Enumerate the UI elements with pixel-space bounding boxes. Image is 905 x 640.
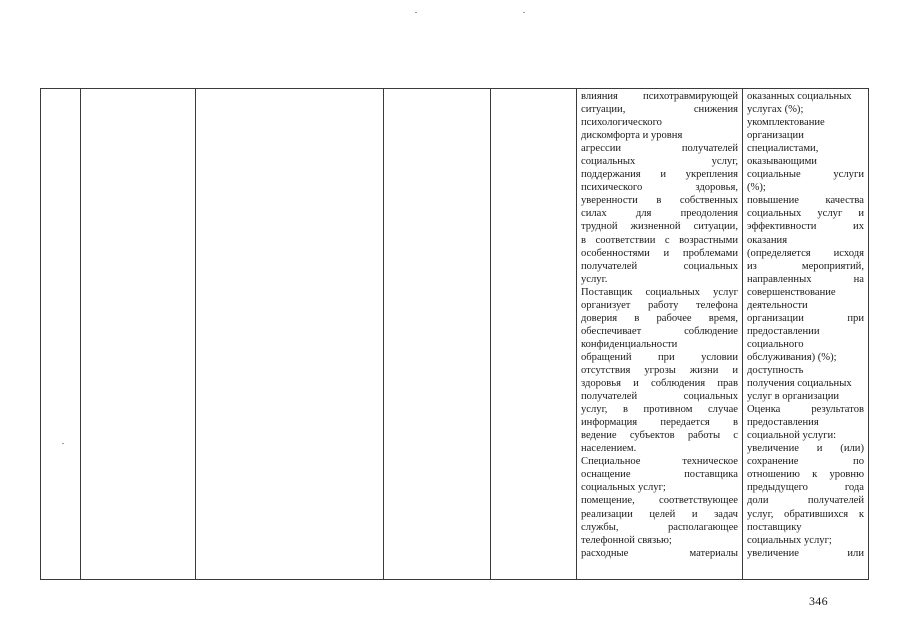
scan-speck [523, 12, 525, 13]
text-line: обслуживания) (%); [747, 351, 837, 363]
text-line: укомплектование [747, 117, 825, 129]
scan-speck [415, 12, 417, 13]
text-line: предоставления [747, 417, 819, 429]
text-line: услуг, обратившихся к [747, 508, 864, 520]
text-line: в соответствии с возрастными [581, 234, 738, 246]
text-line: реализации целей и задач [581, 508, 738, 520]
text-line: особенностями и проблемами [581, 247, 738, 259]
text-line: социальных услуг; [747, 534, 832, 546]
text-line: деятельности [747, 299, 808, 311]
text-line: организации [747, 130, 804, 142]
text-line: Поставщик социальных услуг [581, 286, 738, 298]
text-line: агрессии получателей [581, 143, 738, 155]
table-row [41, 89, 869, 580]
text-line: оказывающими [747, 156, 817, 168]
text-line: здоровья и соблюдения прав [581, 378, 738, 390]
text-line: социальные услуги [747, 169, 864, 181]
text-line: из мероприятий, [747, 260, 864, 272]
text-line: специалистами, [747, 143, 819, 155]
text-line: предоставлении [747, 325, 820, 337]
text-line: направленных на [747, 273, 864, 285]
text-line: населением. [581, 443, 637, 455]
text-line: социальной услуги: [747, 430, 837, 442]
text-line: поставщику [747, 521, 802, 533]
text-line: услуг в организации [747, 391, 840, 403]
text-line: услугах (%); [747, 104, 804, 116]
text-line: предыдущего года [747, 482, 864, 494]
page-number: 346 [809, 594, 828, 608]
text-line: организует работу телефона [581, 299, 738, 311]
text-line: Специальное техническое [581, 456, 738, 468]
text-line: оказанных социальных [747, 91, 852, 102]
indicators-text [743, 89, 868, 579]
text-line: доступность [747, 364, 804, 376]
text-line: трудной жизненной ситуации, [581, 221, 738, 233]
text-line: увеличение или [747, 547, 864, 559]
text-line: конфиденциальности [581, 338, 678, 350]
text-line: помещение, соответствующее [581, 495, 738, 507]
text-line: социальных услуг; [581, 482, 666, 494]
text-line: силах для преодоления [581, 208, 738, 220]
text-line: дискомфорта и уровня [581, 130, 683, 142]
text-line: ситуации, снижения [581, 104, 738, 116]
text-line: отсутствия угрозы жизни и [581, 364, 738, 376]
text-line: организации при [747, 312, 864, 324]
text-line: услуг. [581, 273, 608, 285]
text-line: социального [747, 338, 804, 350]
text-line: обращений при условии [581, 351, 738, 363]
text-line: влияния психотравмирующей [581, 91, 738, 102]
text-line: информация передается в [581, 417, 738, 429]
text-line: службы, располагающее [581, 521, 738, 533]
text-line: совершенствование [747, 286, 836, 298]
table-cell-conditions [577, 89, 743, 580]
text-line: поддержания и укрепления [581, 169, 738, 181]
text-line: получателей социальных [581, 260, 738, 272]
text-line: услуг, в противном случае [581, 404, 738, 416]
conditions-text [577, 89, 742, 579]
table-cell-service-content [196, 89, 384, 580]
table-cell-deadline [384, 89, 491, 580]
text-line: оказания [747, 234, 788, 246]
text-line: социальных услуг, [581, 156, 738, 168]
services-table [40, 88, 869, 580]
text-line: телефонной связью; [581, 534, 672, 546]
text-line: оснащение поставщика [581, 469, 738, 481]
text-line: (%); [747, 182, 766, 194]
text-line: (определяется исходя [747, 247, 864, 259]
text-line: Оценка результатов [747, 404, 864, 416]
text-line: повышение качества [747, 195, 864, 207]
text-line: отношению к уровню [747, 469, 864, 481]
text-line: психического здоровья, [581, 182, 738, 194]
text-line: увеличение и (или) [747, 443, 864, 455]
table-cell-number [41, 89, 81, 580]
text-line: социальных услуг и [747, 208, 864, 220]
text-line: получателей социальных [581, 391, 738, 403]
text-line: уверенности в собственных [581, 195, 738, 207]
text-line: сохранение по [747, 456, 864, 468]
text-line: расходные материалы [581, 547, 738, 559]
table-cell-service-name [81, 89, 196, 580]
text-line: ведение субъектов работы с [581, 430, 738, 442]
text-line: доли получателей [747, 495, 864, 507]
text-line: психологического [581, 117, 662, 129]
table-cell-norms [491, 89, 577, 580]
text-line: получения социальных [747, 378, 852, 390]
text-line: доверия в рабочее время, [581, 312, 738, 324]
table-cell-indicators [743, 89, 869, 580]
text-line: эффективности их [747, 221, 864, 233]
text-line: обеспечивает соблюдение [581, 325, 738, 337]
